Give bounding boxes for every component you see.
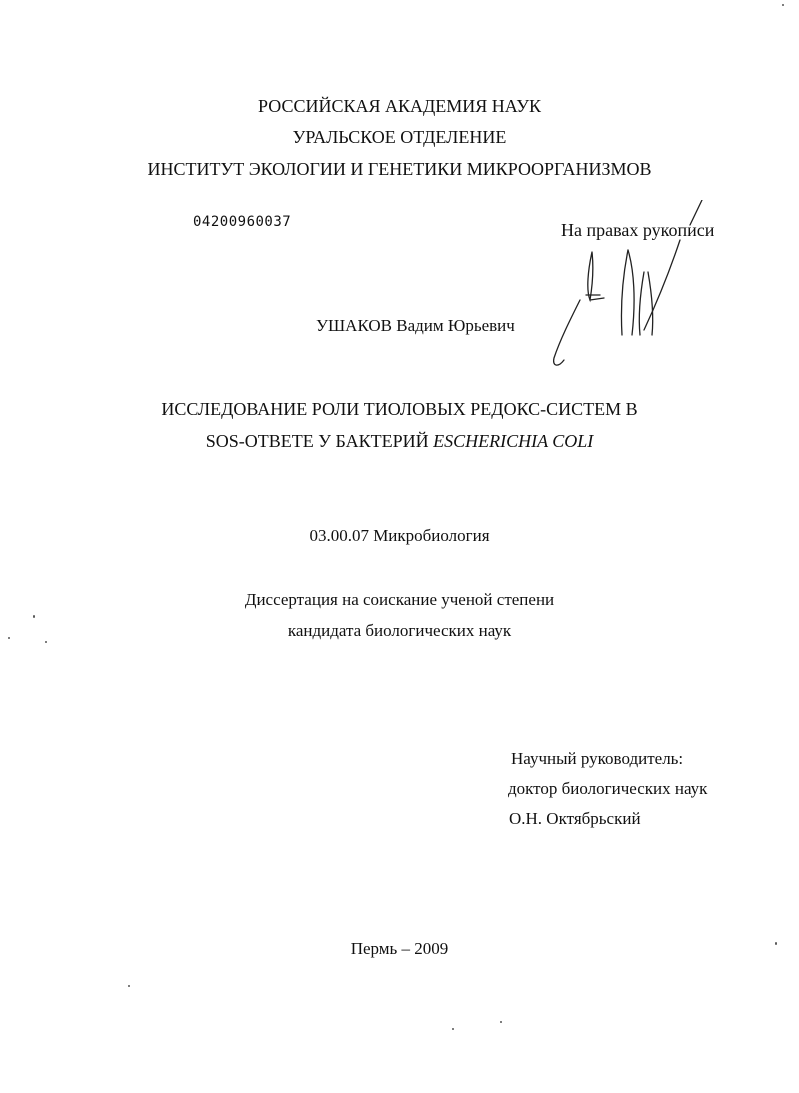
scan-speck — [8, 637, 10, 639]
scan-speck — [782, 4, 784, 6]
signature — [540, 200, 720, 380]
scan-speck — [452, 1028, 454, 1030]
supervisor-label: Научный руководитель: — [511, 749, 684, 768]
scan-speck — [45, 641, 47, 643]
thesis-title-organism: ESCHERICHIA COLI — [433, 431, 594, 451]
scan-speck — [500, 1021, 502, 1023]
institute-name: ИНСТИТУТ ЭКОЛОГИИ И ГЕНЕТИКИ МИКРООРГАНИЗМОВ — [147, 159, 652, 179]
scan-speck — [33, 615, 35, 618]
scan-speck — [128, 985, 130, 987]
thesis-title-line2-text: SOS-ОТВЕТЕ У БАКТЕРИЙ — [205, 431, 434, 451]
place-year: Пермь – 2009 — [350, 939, 449, 958]
degree-line2: кандидата биологических наук — [287, 621, 512, 640]
registration-number: 04200960037 — [193, 214, 292, 230]
supervisor-name: О.Н. Октябрьский — [509, 809, 641, 828]
author-name: УШАКОВ Вадим Юрьевич — [316, 316, 515, 335]
degree-line1: Диссертация на соискание ученой степени — [244, 590, 555, 609]
thesis-title-line1: ИССЛЕДОВАНИЕ РОЛИ ТИОЛОВЫХ РЕДОКС-СИСТЕМ В — [161, 399, 638, 419]
specialty-code: 03.00.07 Микробиология — [309, 526, 490, 545]
org-name: РОССИЙСКАЯ АКАДЕМИЯ НАУК — [258, 96, 541, 116]
supervisor-degree: доктор биологических наук — [508, 779, 708, 798]
thesis-title-line2 — [0, 430, 799, 452]
manuscript-note: На правах рукописи — [561, 220, 715, 240]
scan-speck — [775, 942, 777, 945]
org-division: УРАЛЬСКОЕ ОТДЕЛЕНИЕ — [292, 127, 507, 147]
